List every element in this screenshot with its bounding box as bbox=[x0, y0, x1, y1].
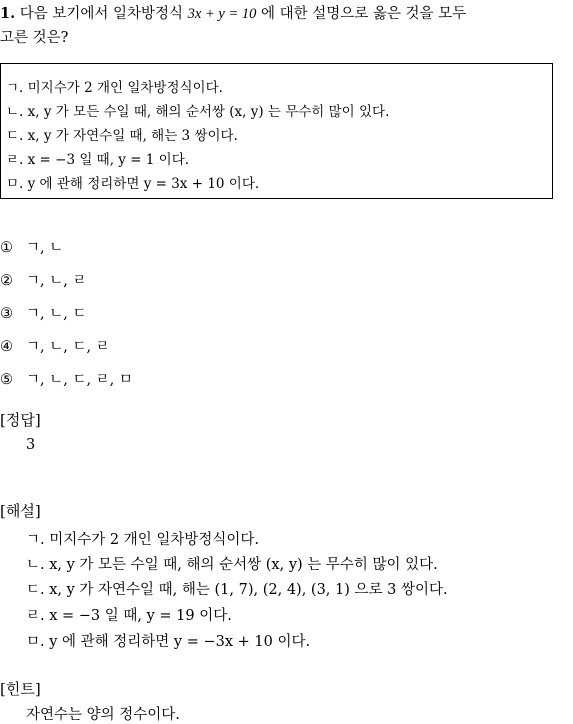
explanation-title: [해설] bbox=[0, 502, 41, 520]
choice-mark: ③ bbox=[0, 306, 13, 322]
statement-item: ㄱ. 미지수가 2 개인 일차방정식이다. bbox=[6, 80, 223, 96]
explanation-item: ㄱ. 미지수가 2 개인 일차방정식이다. bbox=[26, 532, 259, 548]
explanation-item: ㄷ. x, y 가 자연수일 때, 해는 (1, 7), (2, 4), (3, 1) 으로 3 쌍이다. bbox=[26, 582, 448, 598]
statement-item: ㄴ. x, y 가 모든 수일 때, 해의 순서쌍 (x, y) 는 무수히 많이 있다. bbox=[6, 104, 390, 120]
statement-item: ㄹ. x = −3 일 때, y = 1 이다. bbox=[6, 152, 190, 168]
question-line-2: 고른 것은? bbox=[0, 30, 69, 46]
statements-box bbox=[0, 63, 553, 199]
choice-mark: ② bbox=[0, 273, 13, 289]
explanation-item: ㄴ. x, y 가 모든 수일 때, 해의 순서쌍 (x, y) 는 무수히 많이 있다. bbox=[26, 557, 438, 573]
answer-title: [정답] bbox=[0, 411, 41, 429]
question-number: 1. bbox=[0, 5, 16, 22]
choice-mark: ④ bbox=[0, 339, 13, 355]
hint-title: [힌트] bbox=[0, 680, 41, 698]
question-line-1 bbox=[0, 2, 573, 26]
choice-text: ㄱ, ㄴ, ㄷ bbox=[26, 306, 87, 322]
answer-value: 3 bbox=[26, 437, 36, 453]
hint-text: 자연수는 양의 정수이다. bbox=[26, 707, 180, 723]
question-text: 다음 보기에서 일차방정식 bbox=[19, 6, 184, 22]
choice-3[interactable] bbox=[0, 302, 86, 323]
explanation-item: ㄹ. x = −3 일 때, y = 19 이다. bbox=[26, 608, 232, 624]
question-equation: 3x + y = 10 bbox=[187, 6, 257, 22]
choice-text: ㄱ, ㄴ, ㄹ bbox=[26, 273, 87, 289]
statement-item: ㄷ. x, y 가 자연수일 때, 해는 3 쌍이다. bbox=[6, 128, 238, 144]
question bbox=[0, 2, 573, 50]
choice-text: ㄱ, ㄴ, ㄷ, ㄹ bbox=[26, 339, 110, 355]
choice-mark: ① bbox=[0, 240, 13, 256]
choice-4[interactable] bbox=[0, 335, 110, 356]
explanation-item: ㅁ. y 에 관해 정리하면 y = −3x + 10 이다. bbox=[26, 634, 311, 650]
choice-5[interactable] bbox=[0, 368, 133, 389]
choice-2[interactable] bbox=[0, 269, 86, 290]
choice-text: ㄱ, ㄴ bbox=[26, 240, 64, 256]
choice-mark: ⑤ bbox=[0, 372, 13, 388]
statement-item: ㅁ. y 에 관해 정리하면 y = 3x + 10 이다. bbox=[6, 176, 260, 192]
choice-1[interactable] bbox=[0, 236, 63, 257]
choice-text: ㄱ, ㄴ, ㄷ, ㄹ, ㅁ bbox=[26, 372, 133, 388]
question-text-tail: 에 대한 설명으로 옳은 것을 모두 bbox=[260, 6, 467, 22]
